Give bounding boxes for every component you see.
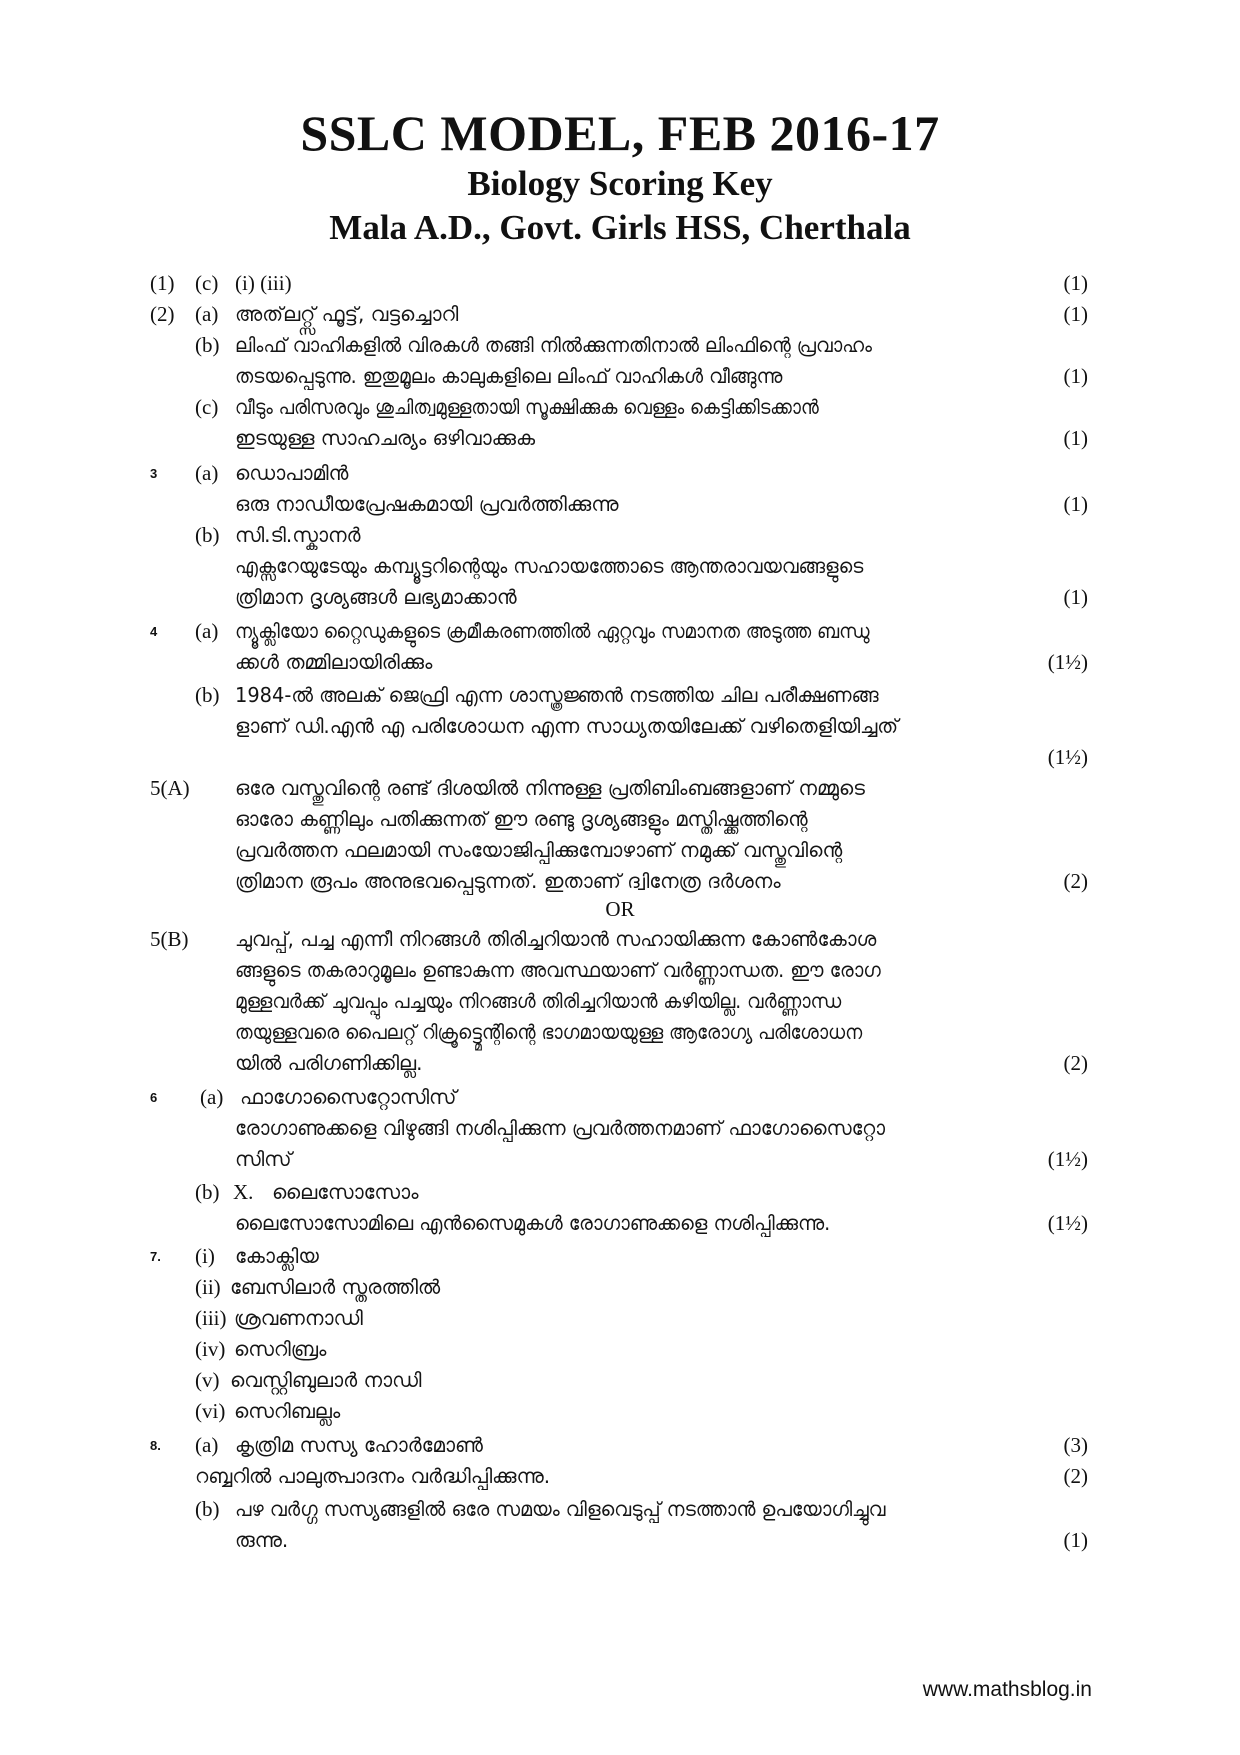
answer-text: തടയപ്പെടുന്നു. ഇതുമൂലം കാലുകളിലെ ലിംഫ് വാഹികൾ വീങ്ങുന്നു xyxy=(235,364,783,388)
mark: (2) xyxy=(1063,869,1088,893)
answer-text: കൃത്രിമ സസ്യ ഹോർമോൺ xyxy=(235,1433,483,1457)
answer-text: അത്‌ലറ്റ്സ് ഫൂട്ട്, വട്ടച്ചൊറി xyxy=(235,302,459,326)
mark: (1) xyxy=(1063,492,1088,516)
mark: (1) xyxy=(1063,302,1088,326)
question-number: 4 xyxy=(150,624,158,639)
answer-text: ങ്ങളുടെ തകരാറുമൂലം ഉണ്ടാകുന്ന അവസ്ഥയാണ് വർണ്ണാന്ധത. ഈ രോഗ xyxy=(235,958,881,982)
answer-text: ചുവപ്പ്, പച്ച എന്നീ നിറങ്ങൾ തിരിച്ചറിയാൻ സഹായിക്കുന്ന കോൺകോശ xyxy=(235,927,877,951)
answer-text: ലൈസോസോം xyxy=(272,1180,419,1204)
list-item: വെസ്റ്റിബുലാർ നാഡി xyxy=(230,1368,422,1392)
list-item: സെറിബ്രം xyxy=(234,1337,327,1361)
mark: (1) xyxy=(1063,271,1088,295)
sub-label: (a) xyxy=(195,302,219,326)
mark: (1) xyxy=(1063,585,1088,609)
list-item-label: (iii) xyxy=(195,1306,227,1330)
list-item: ബേസിലാർ സ്തരത്തിൽ xyxy=(230,1275,441,1299)
list-item: കോക്ലിയ xyxy=(235,1244,319,1268)
answer-text: വീടും പരിസരവും ശുചിത്വമുള്ളതായി സൂക്ഷിക്കുക വെള്ളം കെട്ടിക്കിടക്കാൻ xyxy=(235,395,819,419)
answer-text: ലൈസോസോമിലെ എൻസൈമുകൾ രോഗാണുക്കളെ നശിപ്പിക്കുന്നു. xyxy=(235,1211,831,1235)
mark: (1½) xyxy=(1047,650,1088,674)
answer-text: ലിംഫ് വാഹികളിൽ വിരകൾ തങ്ങി നിൽക്കുന്നതിനാൽ ലിംഫിന്റെ പ്രവാഹം xyxy=(235,333,873,357)
answer-text: യിൽ പരിഗണിക്കില്ല. xyxy=(235,1051,423,1075)
mark: (1) xyxy=(1063,1528,1088,1552)
list-item-label: (iv) xyxy=(195,1337,226,1361)
list-item-label: (ii) xyxy=(195,1275,221,1299)
answer-text: ത്രിമാന ദൃശ്യങ്ങൾ ലഭ്യമാക്കാൻ xyxy=(235,585,517,609)
mark: (1½) xyxy=(1047,1147,1088,1171)
author-line: Mala A.D., Govt. Girls HSS, Cherthala xyxy=(329,208,911,247)
or-separator: OR xyxy=(605,897,635,921)
question-number: 5(B) xyxy=(150,927,189,951)
question-number: 5(A) xyxy=(150,776,190,800)
list-item: ശ്രവണനാഡി xyxy=(234,1306,363,1330)
answer-text: ഡൊപാമിൻ xyxy=(235,461,349,485)
answer-text: ന്യൂക്ലിയോ റ്റൈഡുകളുടെ ക്രമീകരണത്തിൽ ഏറ്റവും സമാനത അടുത്ത ബന്ധു xyxy=(235,619,870,643)
sub-label: (c) xyxy=(195,271,219,295)
question-number: 8. xyxy=(150,1438,161,1453)
mark: (1½) xyxy=(1047,1211,1088,1235)
mark: (3) xyxy=(1063,1433,1088,1457)
answer-text: സി.ടി.സ്കാനർ xyxy=(235,523,361,547)
sub-label: (b) xyxy=(195,333,220,357)
answer-text: രുന്നു. xyxy=(235,1528,289,1552)
list-item-label: (vi) xyxy=(195,1399,226,1423)
footer-website: www.mathsblog.in xyxy=(922,1678,1092,1701)
answer-text: ക്കൾ തമ്മിലായിരിക്കും xyxy=(235,650,433,674)
sub-label: (a) xyxy=(195,461,219,485)
answer-text: എക്സറേയുടേയും കമ്പ്യൂട്ടറിന്റെയും സഹായത്തോടെ ആന്തരാവയവങ്ങളുടെ xyxy=(235,554,864,578)
mark: (2) xyxy=(1063,1464,1088,1488)
sub-label: (a) xyxy=(200,1085,224,1109)
page-subtitle: Biology Scoring Key xyxy=(467,164,773,203)
sub-label: (b) xyxy=(195,1497,220,1521)
sub-label: (a) xyxy=(195,619,219,643)
mark: (1½) xyxy=(1047,745,1088,769)
answer-text: പഴ വർഗ്ഗ സസ്യങ്ങളിൽ ഒരേ സമയം വിളവെടുപ്പ് നടത്താൻ ഉപയോഗിച്ചുവ xyxy=(235,1497,886,1521)
mark: (2) xyxy=(1063,1051,1088,1075)
answer-text: (i) (iii) xyxy=(235,271,292,295)
sub-label: (c) xyxy=(195,395,219,419)
answer-text: ഇടയുള്ള സാഹചര്യം ഒഴിവാക്കുക xyxy=(235,426,536,450)
answer-text: ഓരോ കണ്ണിലും പതിക്കുന്നത് ഈ രണ്ടു ദൃശ്യങ്ങളും മസ്തിഷ്ക്കത്തിന്റെ xyxy=(235,807,808,831)
answer-text: തയുള്ളവരെ പൈലറ്റ് റിക്രൂട്ട്മെന്റിന്റെ ഭാഗമായയുള്ള ആരോഗ്യ പരിശോധന xyxy=(235,1020,863,1044)
answer-text: ഒരേ വസ്തുവിന്റെ രണ്ട് ദിശയിൽ നിന്നുള്ള പ്രതിബിംബങ്ങളാണ് നമ്മുടെ xyxy=(235,776,865,800)
answer-text: 1984-ൽ അലക് ജെഫ്രി എന്ന ശാസ്ത്രജ്ഞൻ നടത്തിയ ചില പരീക്ഷണങ്ങ xyxy=(235,683,879,707)
question-number: 6 xyxy=(150,1090,158,1105)
question-number: 7. xyxy=(150,1249,161,1264)
answer-text: ഫാഗോസൈറ്റോസിസ് xyxy=(240,1085,457,1109)
answer-text: റബ്ബറിൽ പാലുത്പാദനം വർദ്ധിപ്പിക്കുന്നു. xyxy=(195,1464,551,1488)
page-title: SSLC MODEL, FEB 2016-17 xyxy=(300,105,940,161)
answer-text: മുള്ളവർക്ക് ചുവപ്പും പച്ചയും നിറങ്ങൾ തിരിച്ചറിയാൻ കഴിയില്ല. വർണ്ണാന്ധ xyxy=(235,989,842,1013)
sub-label: (b) xyxy=(195,683,220,707)
list-item-label: (i) xyxy=(195,1244,215,1268)
sub-label: (a) xyxy=(195,1433,219,1457)
sub-label: (b) xyxy=(195,523,220,547)
answer-text: ത്രിമാന രൂപം അനുഭവപ്പെടുന്നത്. ഇതാണ് ദ്വിനേത്ര ദർശനം xyxy=(235,869,781,893)
answer-text: ഒരു നാഡീയപ്രേഷകമായി പ്രവർത്തിക്കുന്നു xyxy=(235,492,619,516)
answer-prefix: X. xyxy=(233,1180,254,1204)
answer-text: രോഗാണുക്കളെ വിഴുങ്ങി നശിപ്പിക്കുന്ന പ്രവർത്തനമാണ് ഫാഗോസൈറ്റോ xyxy=(235,1116,886,1140)
list-item: സെറിബല്ലം xyxy=(234,1399,341,1423)
sub-label: (b) xyxy=(195,1180,220,1204)
answer-text: ളാണ് ഡി.എൻ എ പരിശോധന എന്ന സാധ്യതയിലേക്ക് വഴിതെളിയിച്ചത് xyxy=(235,714,899,738)
mark: (1) xyxy=(1063,364,1088,388)
list-item-label: (v) xyxy=(195,1368,220,1392)
mark: (1) xyxy=(1063,426,1088,450)
question-number: (2) xyxy=(150,302,175,326)
answer-text: സിസ് xyxy=(235,1147,292,1171)
question-number: 3 xyxy=(150,466,158,481)
answer-text: പ്രവർത്തന ഫലമായി സംയോജിപ്പിക്കുമ്പോഴാണ് നമുക്ക് വസ്തുവിന്റെ xyxy=(235,838,843,862)
question-number: (1) xyxy=(150,271,175,295)
